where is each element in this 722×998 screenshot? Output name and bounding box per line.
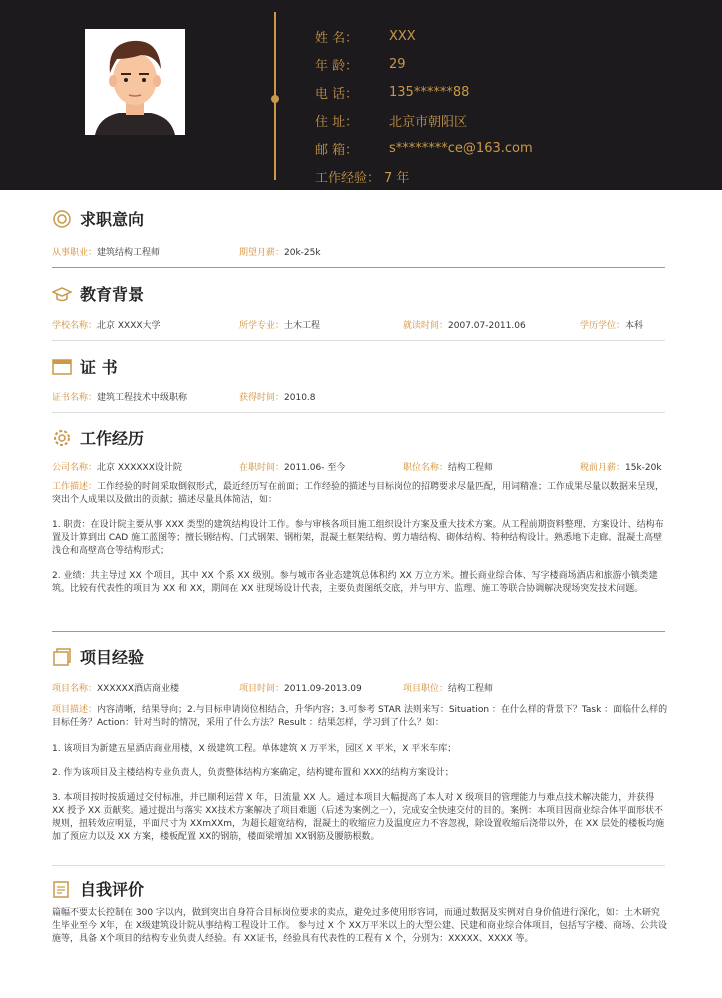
education-time: 就读时间：2007.07-2011.06 bbox=[403, 321, 526, 331]
timeline-dot bbox=[271, 95, 279, 103]
work-description: 工作描述：工作经验的时间采取倒叙形式，最近经历写在前面；工作经验的描述与目标岗位的招聘要求尽量匹配，用词精准；工作成果尽量以数据来呈现，突出个人成果以及做出的贡献；描述尽量具体简洁，如： bbox=[52, 482, 665, 505]
info-phone: 电 话： 135******88 bbox=[315, 84, 470, 102]
work-company: 公司名称：北京 XXXXXX设计院 bbox=[52, 463, 182, 473]
education-major: 所学专业：土木工程 bbox=[239, 321, 321, 331]
info-name: 姓 名： XXX bbox=[315, 28, 416, 46]
divider bbox=[52, 412, 665, 413]
person-illustration bbox=[85, 29, 185, 135]
info-age: 年 龄： 29 bbox=[315, 56, 406, 74]
work-period: 在职时间：2011.06- 至今 bbox=[239, 463, 346, 473]
section-project-title: 项目经验 bbox=[52, 645, 144, 668]
project-role: 项目职位：结构工程师 bbox=[403, 684, 494, 694]
project-item-2: 2. 作为该项目及主楼结构专业负责人，负责整体结构方案确定，结构键布置和 XXX的结构方案设计； bbox=[52, 768, 454, 778]
folder-icon bbox=[52, 647, 72, 667]
section-work-title: 工作经历 bbox=[52, 426, 144, 449]
self-evaluation-text: 篇幅不要太长控制在 300 字以内，做到突出自身符合目标岗位要求的卖点，避免过多使用形容词，而通过数据及实例对自身价值进行深化，如：土木研究生毕业至今 X年，在 X级建筑设计院从事结构工程设计工作。 参与过 X 个 XX万平米以上的大型公建、民建和商业综合体项目，包括写字楼、商场、公共设施等，具备 X个项目的结构专业负责人经验。有 XX证书，经验具有代表性的工程有 X 个，分别为：XXXXX、XXXX 等。 bbox=[52, 908, 667, 944]
divider bbox=[52, 865, 665, 866]
target-icon bbox=[52, 209, 72, 229]
education-school: 学校名称：北京 XXXX大学 bbox=[52, 321, 161, 331]
avatar bbox=[85, 29, 185, 135]
intent-salary: 期望月薪：20k-25k bbox=[239, 248, 321, 258]
certificate-icon bbox=[52, 357, 72, 377]
intent-job: 从事职业：建筑结构工程师 bbox=[52, 248, 161, 258]
project-item-3: 3. 本项目按时按质通过交付标准，并已顺利运营 X 年，日流量 XX 人。通过本项目大幅提高了本人对 X 级项目的管理能力与难点技术解决能力，并获得 XX 授予 XX 贡献奖。通过提出与落实 XX技术方案解决了项目难题（后述为案例之一），完成安全快速交付的目的。案例：本项目因商业综合体平面形状不规则，扭转效应明显，平面尺寸为 XXmXXm，为超长超宽结构，混凝土的收缩应力及温度应力不容忽视，除设置收缩后浇带以外，在 XX 层处的楼板均施加了预应力以及 XX 方案，楼板配置 XX的钢筋，楼面梁增加 XX钢筋及腰筋根数。 bbox=[52, 793, 665, 842]
work-item-2: 2. 业绩：共主导过 XX 个项目，其中 XX 个系 XX 级别。参与城市各业态建筑总体积约 XX 万立方米。擅长商业综合体、写字楼商场酒店和旅游小镇类建筑。比较有代表性的项目为 XX 和 XX，期间在 XX 驻现场设计代表，主要负责图纸交底，并与甲方、监理、施工等联合协调解决现场突发技术问题。 bbox=[52, 571, 658, 594]
info-email: 邮 箱： s********ce@163.com bbox=[315, 140, 533, 158]
work-salary: 税前月薪：15k-20k bbox=[580, 463, 662, 473]
certificate-name: 证书名称：建筑工程技术中级职称 bbox=[52, 393, 188, 403]
work-position: 职位名称：结构工程师 bbox=[403, 463, 494, 473]
project-item-1: 1. 该项目为新建五星酒店商业用楼，X 级建筑工程。单体建筑 X 万平米，园区 X 平米，X 平米车库； bbox=[52, 744, 457, 754]
certificate-date: 获得时间：2010.8 bbox=[239, 393, 316, 403]
education-degree: 学历学位：本科 bbox=[580, 321, 644, 331]
profile-info bbox=[315, 22, 533, 190]
graduation-cap-icon bbox=[52, 284, 72, 304]
work-item-1: 1. 职责：在设计院主要从事 XXX 类型的建筑结构设计工作。参与审核各项目施工组织设计方案及重大技术方案。从工程前期资料整理、方案设计、结构布置及计算到出 CAD 施工蓝图等；擅长钢结构、门式钢架、钢桁架，混凝土框架结构、剪力墙结构、砌体结构、特种结构设计。熟悉地下走廊、混凝土高壁浅仓和高壁高仓等结构形式； bbox=[52, 520, 664, 556]
divider bbox=[52, 267, 665, 268]
section-self-title: 自我评价 bbox=[52, 877, 144, 900]
section-certificate-title: 证 书 bbox=[52, 355, 118, 378]
divider bbox=[52, 340, 665, 341]
project-name: 项目名称：XXXXXX酒店商业楼 bbox=[52, 684, 180, 694]
divider bbox=[52, 631, 665, 632]
gear-icon bbox=[52, 428, 72, 448]
notepad-icon bbox=[52, 879, 72, 899]
section-intent-title: 求职意向 bbox=[52, 207, 144, 230]
project-time: 项目时间：2011.09-2013.09 bbox=[239, 684, 362, 694]
project-description: 项目描述：内容清晰，结果导向；2.与目标申请岗位相结合，升华内容；3.可参考 STAR 法则来写：Situation ：在什么样的背景下？Task ：面临什么样的目标任务？Action：针对当时的情况，采用了什么方法？Result ：结果怎样，学习到了什么？如： bbox=[52, 705, 668, 728]
section-education-title: 教育背景 bbox=[52, 282, 144, 305]
info-address: 住 址： 北京市朝阳区 bbox=[315, 114, 468, 130]
profile-header bbox=[0, 0, 722, 190]
info-experience: 工作经验： 7 年 bbox=[315, 170, 410, 186]
